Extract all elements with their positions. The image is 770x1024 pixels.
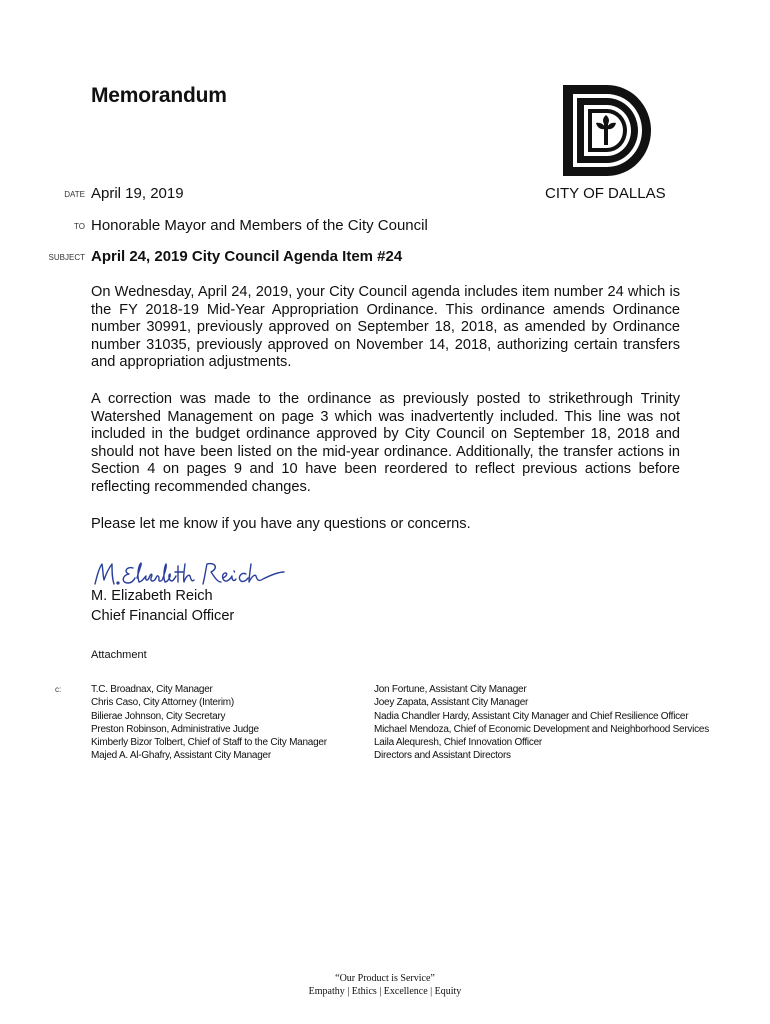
body-paragraph-1: On Wednesday, April 24, 2019, your City Council agenda includes item number 24 which is the FY 2018-19 Mid-Year Appropriation Ordinance. This ordinance amends Ordinance number 30991, previously approved on September 18, 2018, as amended by Ordinance number 31035, previously approved on November 14, 2018, authorizing certain transfers and appropriation adjustments. [91, 284, 680, 371]
body-paragraph-3: Please let me know if you have any questions or concerns. [91, 516, 471, 532]
cc-recipient: T.C. Broadnax, City Manager [91, 684, 213, 695]
cc-recipient: Kimberly Bizor Tolbert, Chief of Staff to the City Manager [91, 737, 327, 749]
cc-list-left [91, 683, 327, 763]
cc-recipient: Laila Alequresh, Chief Innovation Officer [374, 737, 543, 749]
cc-recipient: Preston Robinson, Administrative Judge [91, 723, 259, 735]
values-line: Empathy | Ethics | Excellence | Equity [308, 986, 462, 997]
cc-recipient: Jon Fortune, Assistant City Manager [374, 684, 527, 695]
memo-title: Memorandum [91, 84, 227, 107]
cc-recipient: Nadia Chandler Hardy, Assistant City Manager and Chief Resilience Officer [374, 710, 689, 722]
to-label: TO [74, 222, 85, 231]
memo-recipient: Honorable Mayor and Members of the City Council [91, 217, 428, 234]
cc-recipient: Directors and Assistant Directors [374, 750, 511, 762]
cc-recipient: Bilierae Johnson, City Secretary [91, 710, 226, 722]
memo-subject: April 24, 2019 City Council Agenda Item #24 [91, 248, 403, 265]
signer-title: Chief Financial Officer [91, 608, 235, 624]
cc-recipient: Chris Caso, City Attorney (Interim) [91, 697, 234, 709]
city-name: CITY OF DALLAS [545, 185, 666, 202]
cc-recipient: Michael Mendoza, Chief of Economic Development and Neighborhood Services [374, 723, 709, 735]
cc-list-right [374, 683, 709, 763]
signer-name: M. Elizabeth Reich [91, 588, 213, 604]
motto-line: “Our Product is Service” [335, 973, 435, 984]
cc-label: c: [55, 685, 62, 694]
attachment-label: Attachment [91, 649, 147, 661]
date-label: DATE [64, 190, 85, 199]
subject-label: SUBJECT [48, 253, 85, 262]
footer-motto [0, 972, 770, 998]
city-of-dallas-d-logo-icon [563, 85, 651, 176]
cc-recipient: Joey Zapata, Assistant City Manager [374, 697, 529, 709]
body-paragraph-2: A correction was made to the ordinance as previously posted to strikethrough Trinity Watershed Management on page 3 which was inadvertently included. This line was not included in the budget ordinance approved by City Council on September 18, 2018 and should not have been listed on the mid-year ordinance. Additionally, the transfer actions in Section 4 on pages 9 and 10 have been reordered to reflect previous actions before reflecting recommended changes. [91, 391, 680, 495]
memo-date: April 19, 2019 [91, 185, 184, 202]
handwritten-signature [91, 558, 286, 592]
cc-recipient: Majed A. Al-Ghafry, Assistant City Manager [91, 750, 271, 762]
